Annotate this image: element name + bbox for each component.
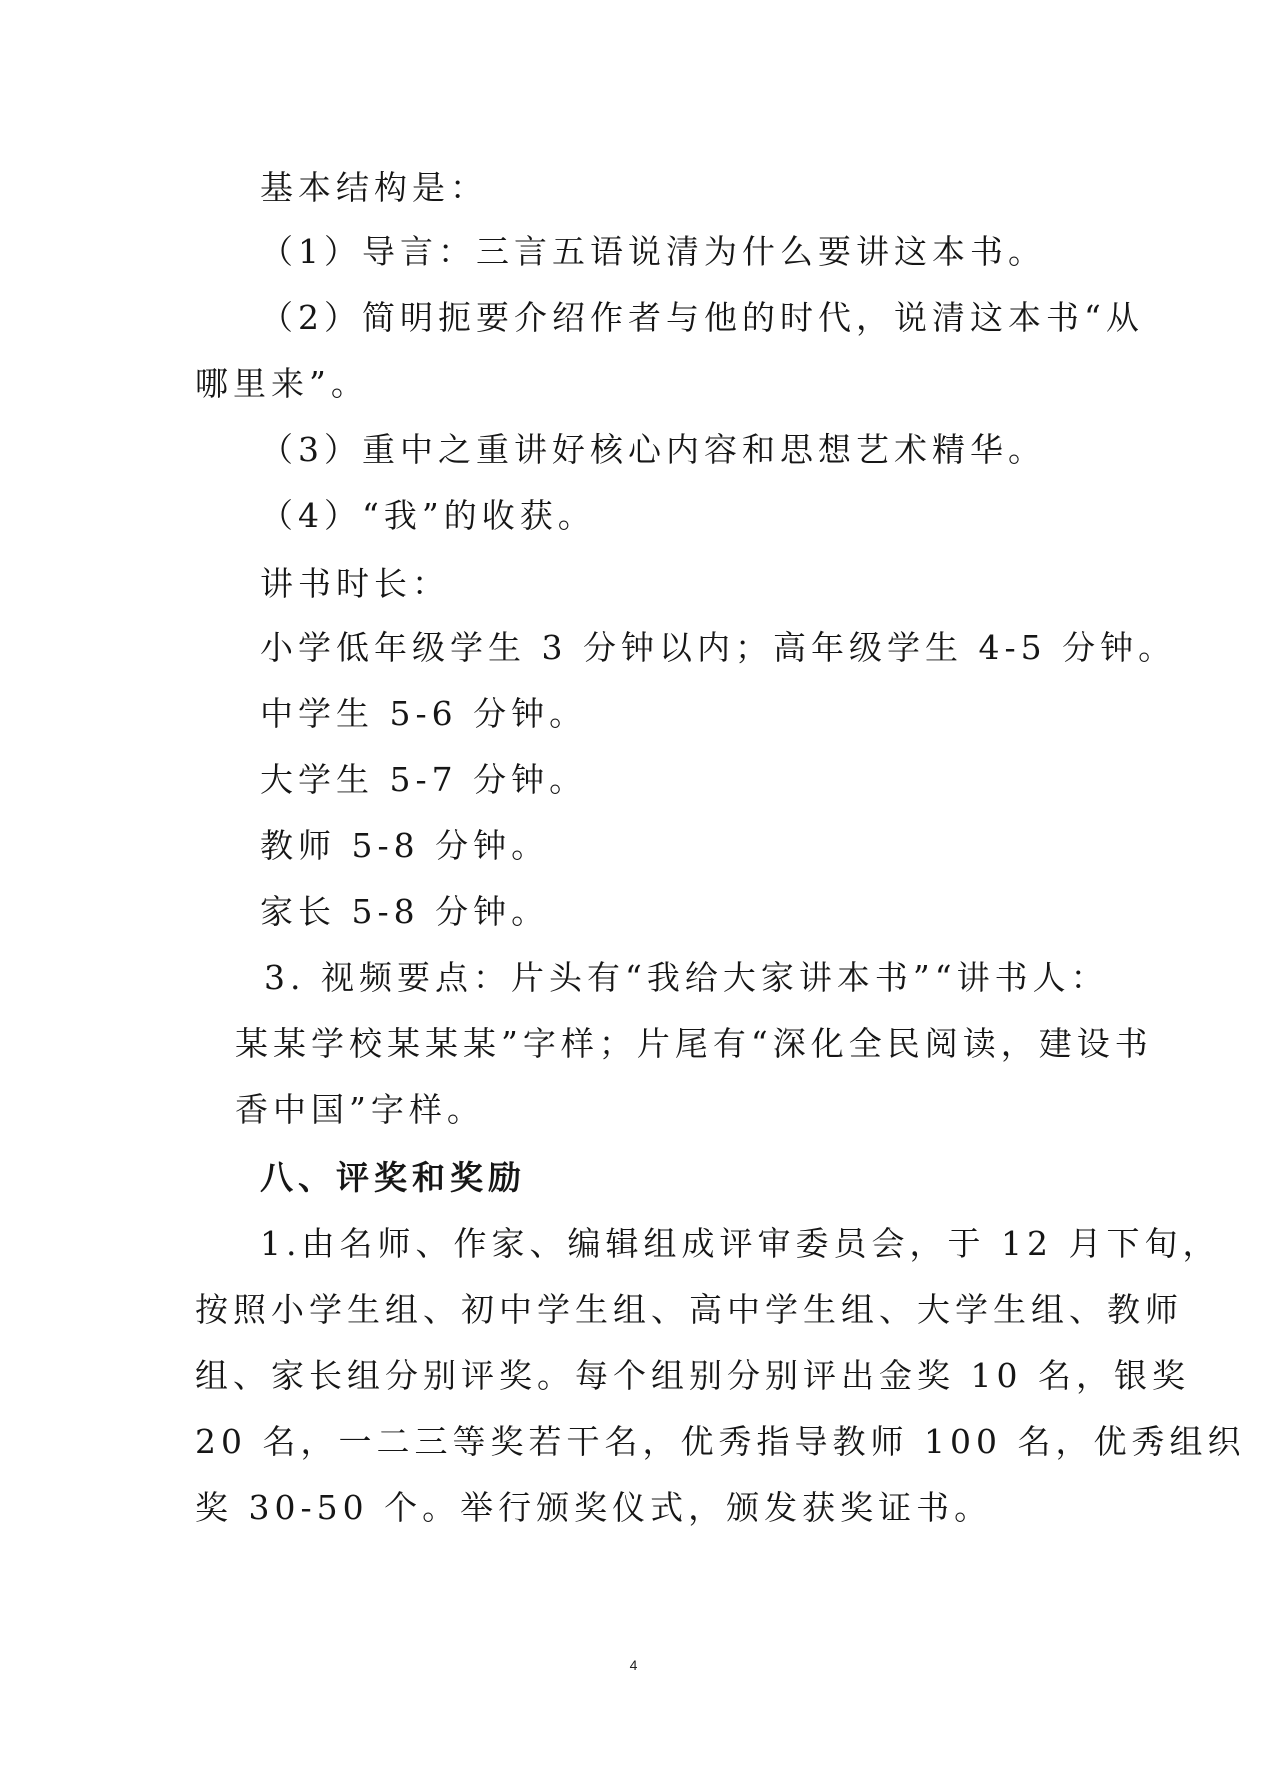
awards-paragraph-line-2: 按照小学生组、初中学生组、高中学生组、大学生组、教师 <box>195 1290 1183 1329</box>
page-number: 4 <box>629 1657 638 1673</box>
structure-item-2-line-2: 哪里来”。 <box>195 364 369 403</box>
duration-primary: 小学低年级学生 3 分钟以内；高年级学生 4-5 分钟。 <box>260 628 1177 667</box>
awards-paragraph-line-1: 1.由名师、作家、编辑组成评审委员会，于 12 月下旬， <box>260 1224 1221 1263</box>
structure-item-4: （4）“我”的收获。 <box>260 496 596 535</box>
awards-paragraph-line-5: 奖 30-50 个。举行颁奖仪式，颁发获奖证书。 <box>195 1488 993 1527</box>
duration-middle-school: 中学生 5-6 分钟。 <box>260 694 588 733</box>
awards-paragraph-line-3: 组、家长组分别评奖。每个组别分别评出金奖 10 名，银奖 <box>195 1356 1190 1395</box>
duration-heading: 讲书时长： <box>260 564 450 603</box>
structure-heading: 基本结构是： <box>260 168 488 207</box>
duration-university: 大学生 5-7 分钟。 <box>260 760 588 799</box>
section-heading-awards: 八、评奖和奖励 <box>260 1158 526 1197</box>
structure-item-1: （1）导言：三言五语说清为什么要讲这本书。 <box>260 232 1046 271</box>
awards-paragraph-line-4: 20 名，一二三等奖若干名，优秀指导教师 100 名，优秀组织 <box>195 1422 1246 1461</box>
video-points-line-1: 3. 视频要点：片头有“我给大家讲本书”“讲书人： <box>264 958 1109 997</box>
duration-teacher: 教师 5-8 分钟。 <box>260 826 550 865</box>
video-points-line-2: 某某学校某某某”字样；片尾有“深化全民阅读，建设书 <box>235 1024 1153 1063</box>
structure-item-3: （3）重中之重讲好核心内容和思想艺术精华。 <box>260 430 1046 469</box>
structure-item-2-line-1: （2）简明扼要介绍作者与他的时代，说清这本书“从 <box>260 298 1144 337</box>
duration-parent: 家长 5-8 分钟。 <box>260 892 550 931</box>
video-points-line-3: 香中国”字样。 <box>235 1090 485 1129</box>
